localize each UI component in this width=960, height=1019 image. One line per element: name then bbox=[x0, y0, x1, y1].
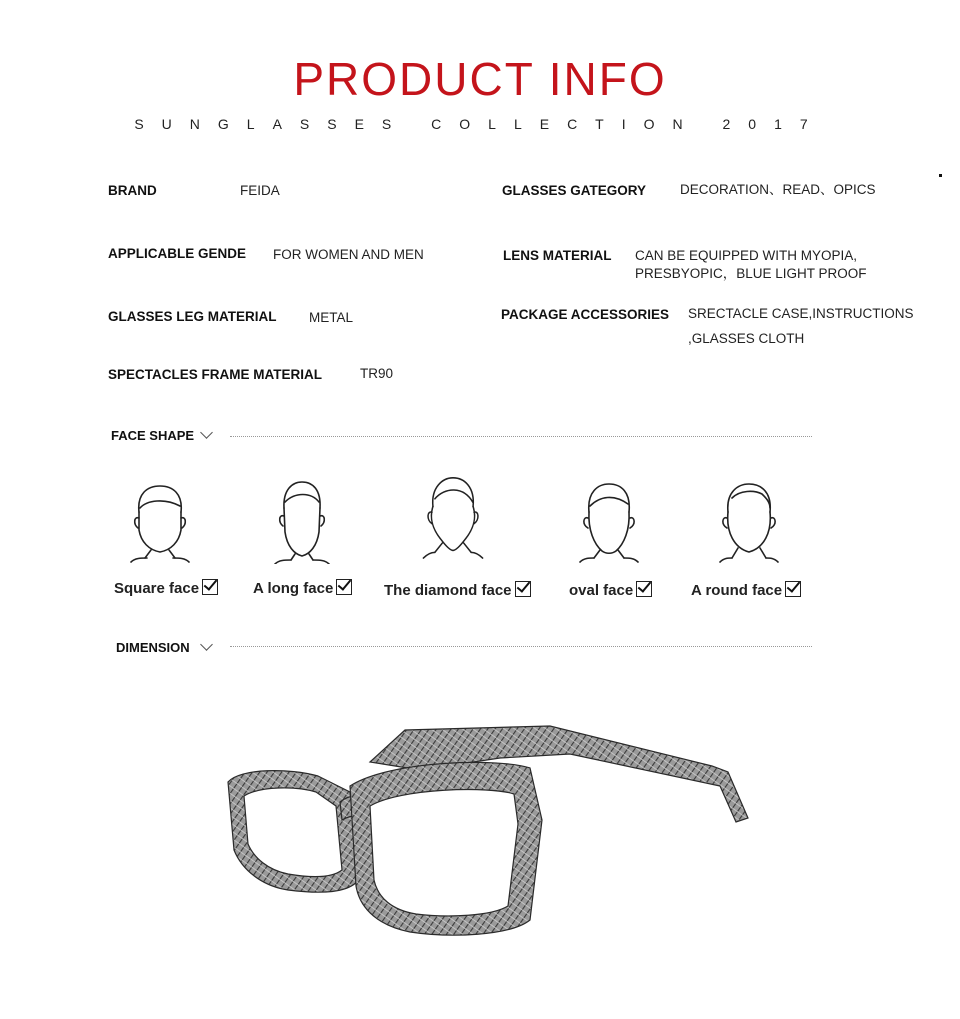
face-shape-heading bbox=[111, 428, 211, 443]
face-label-round bbox=[691, 581, 801, 599]
checkmark-icon bbox=[336, 579, 352, 595]
checkmark-icon bbox=[515, 581, 531, 597]
corner-dot bbox=[939, 174, 942, 177]
glasses-image bbox=[200, 710, 760, 990]
gender-value: FOR WOMEN AND MEN bbox=[273, 247, 424, 262]
leg-material-value: METAL bbox=[309, 310, 354, 325]
face-shape-heading-text: FACE SHAPE bbox=[111, 428, 195, 443]
face-label-text: A round face bbox=[691, 582, 783, 599]
leg-material-label: GLASSES LEG MATERIAL bbox=[108, 309, 277, 324]
frame-material-label: SPECTACLES FRAME MATERIAL bbox=[108, 367, 322, 382]
checkmark-icon bbox=[785, 581, 801, 597]
face-label-text: oval face bbox=[569, 582, 634, 599]
checkmark-icon bbox=[636, 581, 652, 597]
chevron-down-icon bbox=[200, 426, 213, 439]
page-title: PRODUCT INFO bbox=[293, 53, 667, 105]
dimension-divider bbox=[230, 646, 812, 647]
lens-material-value-2: PRESBYOPIC，BLUE LIGHT PROOF bbox=[635, 266, 867, 281]
face-label-diamond bbox=[384, 581, 531, 599]
brand-value: FEIDA bbox=[240, 183, 280, 198]
gender-label: APPLICABLE GENDE bbox=[108, 246, 247, 261]
long-face-icon bbox=[267, 478, 337, 564]
dimension-heading-text: DIMENSION bbox=[116, 640, 190, 655]
oval-face-icon bbox=[574, 478, 644, 564]
frame-material-value: TR90 bbox=[360, 366, 394, 381]
chevron-down-icon bbox=[200, 638, 213, 651]
face-label-square bbox=[114, 579, 218, 597]
package-value-1: SRECTACLE CASE,INSTRUCTIONS bbox=[688, 306, 914, 321]
brand-label: BRAND bbox=[108, 183, 157, 198]
face-label-oval bbox=[569, 581, 652, 599]
package-label: PACKAGE ACCESSORIES bbox=[501, 307, 670, 322]
category-value: DECORATION、READ、OPICS bbox=[680, 182, 876, 197]
page-subtitle: SUNGLASSES COLLECTION 2017 bbox=[134, 116, 826, 132]
face-label-long bbox=[253, 579, 352, 597]
round-face-icon bbox=[714, 478, 784, 564]
face-label-text: A long face bbox=[253, 580, 334, 597]
face-shape-divider bbox=[230, 436, 812, 437]
category-label: GLASSES GATEGORY bbox=[502, 183, 647, 198]
face-label-text: Square face bbox=[114, 580, 200, 597]
face-label-text: The diamond face bbox=[384, 582, 512, 599]
square-face-icon bbox=[125, 478, 195, 564]
diamond-face-icon bbox=[418, 474, 488, 560]
lens-material-label: LENS MATERIAL bbox=[503, 248, 612, 263]
lens-material-value-1: CAN BE EQUIPPED WITH MYOPIA, bbox=[635, 248, 858, 263]
package-value-2: ,GLASSES CLOTH bbox=[688, 331, 805, 346]
checkmark-icon bbox=[202, 579, 218, 595]
dimension-heading bbox=[116, 640, 211, 655]
glasses-frame bbox=[228, 726, 748, 935]
